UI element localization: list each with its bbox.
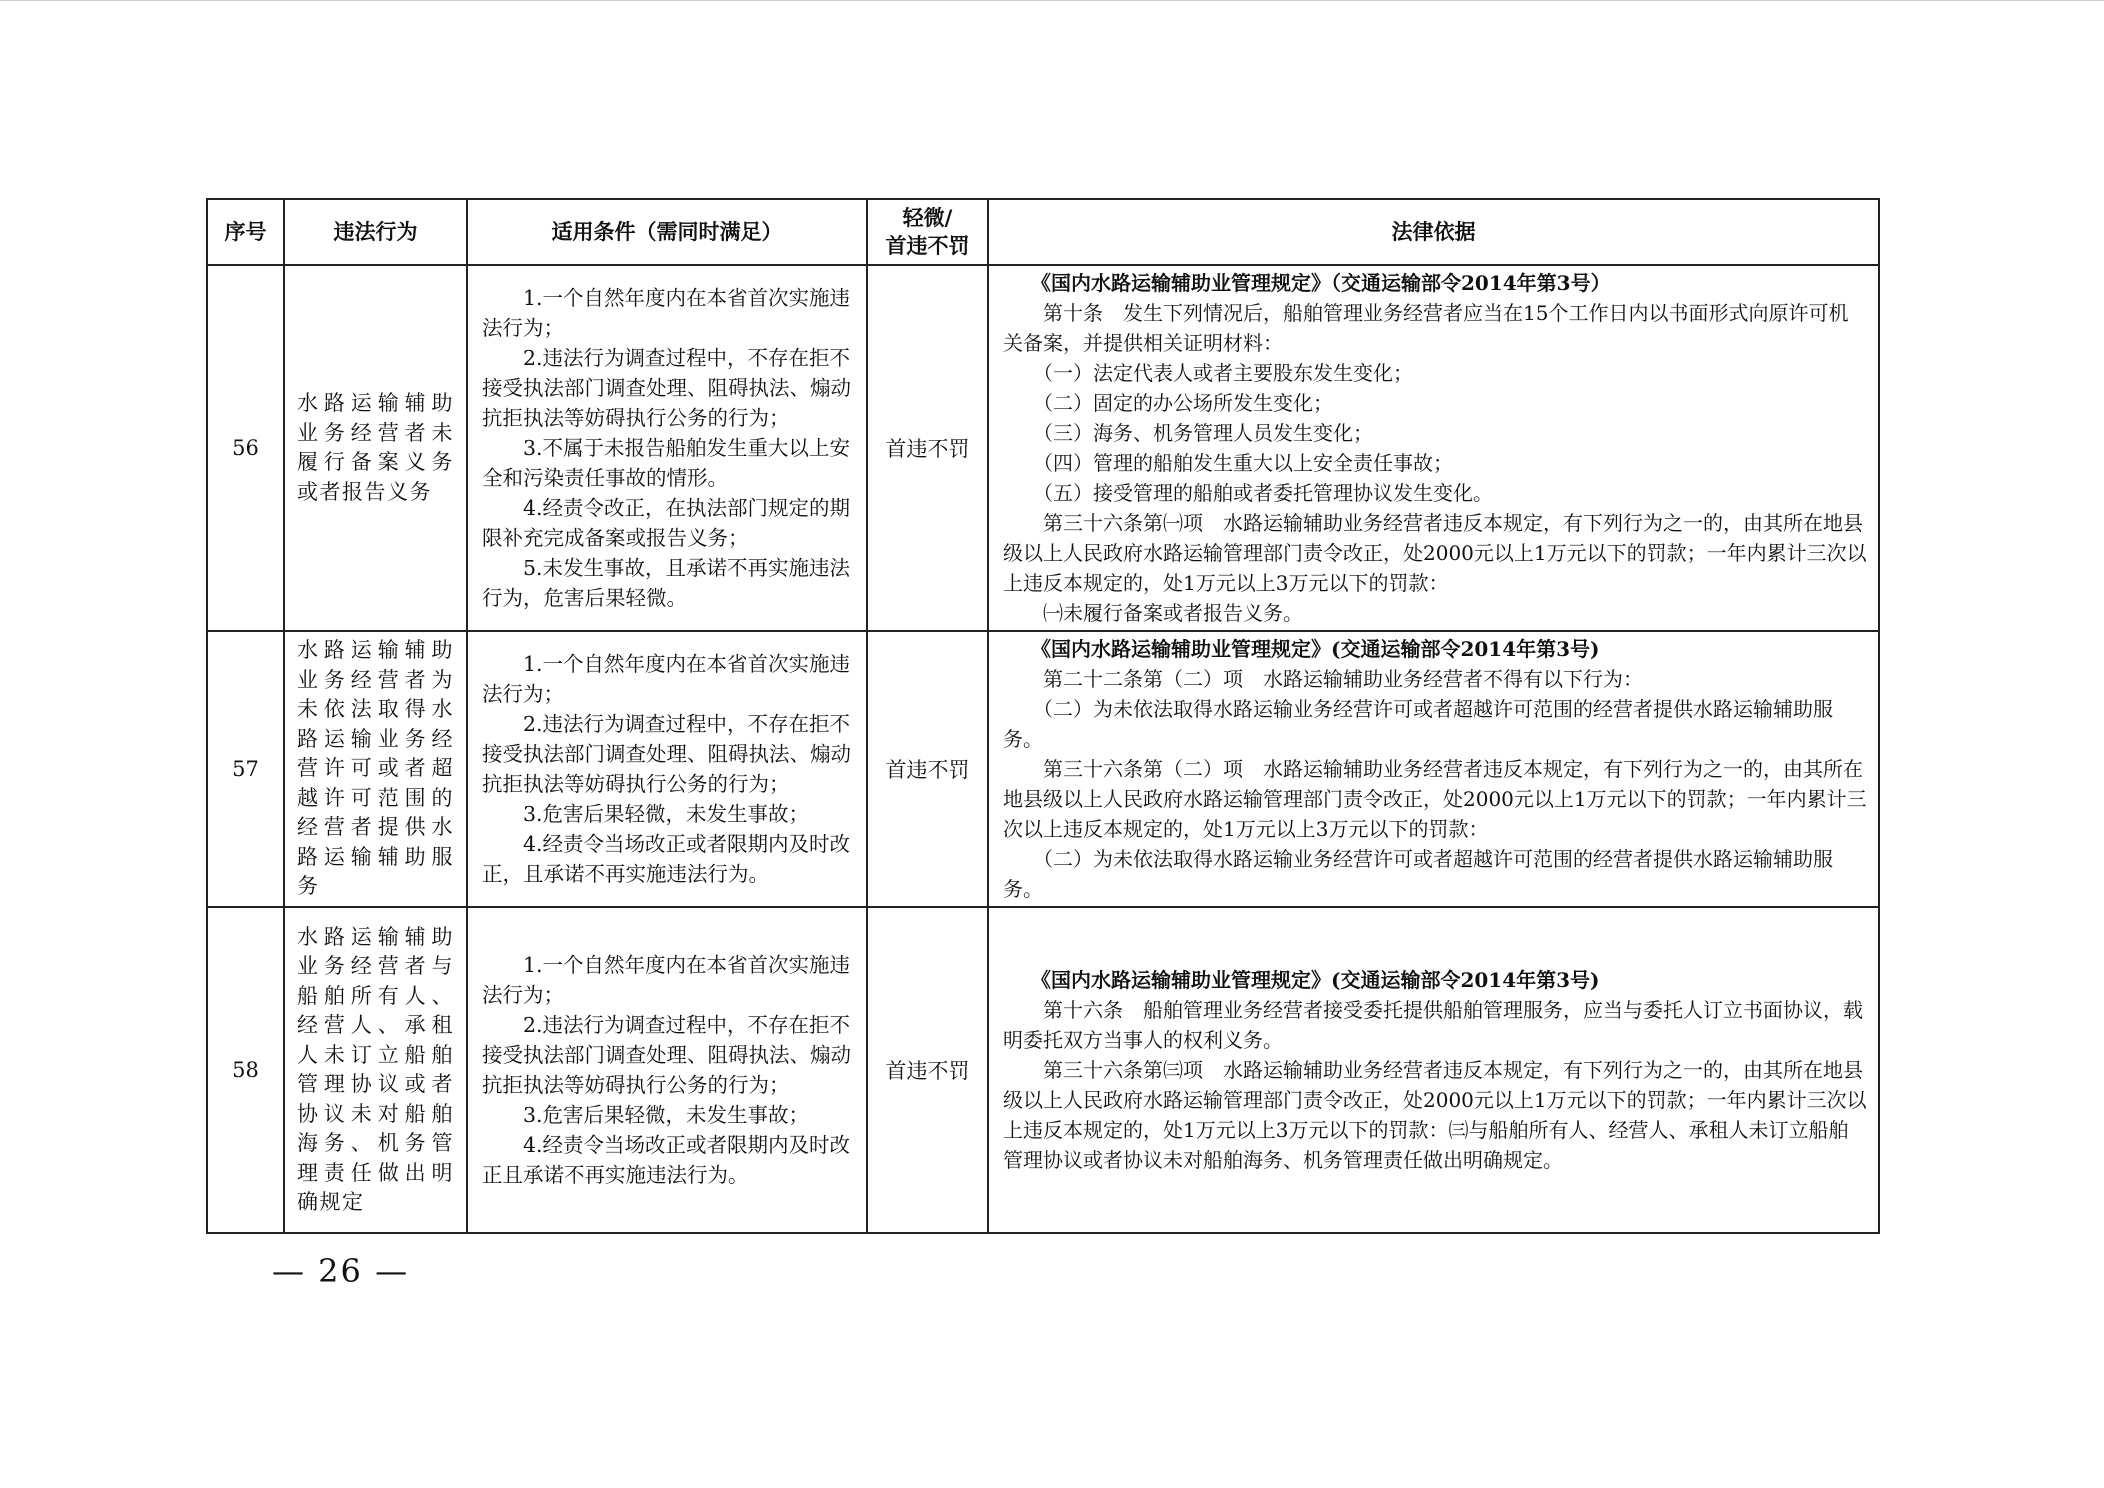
header-basis: 法律依据	[988, 199, 1879, 265]
row-legal-basis	[988, 631, 1879, 907]
condition-item: 2.违法行为调查过程中，不存在拒不接受执法部门调查处理、阻碍执法、煽动抗拒执法等妨碍执行公务的行为；	[482, 712, 851, 796]
row-conditions	[467, 265, 867, 631]
basis-line: 第十条 发生下列情况后，船舶管理业务经营者应当在15个工作日内以书面形式向原许可机关备案，并提供相关证明材料：	[1003, 301, 1849, 355]
condition-item: 2.违法行为调查过程中，不存在拒不接受执法部门调查处理、阻碍执法、煽动抗拒执法等妨碍执行公务的行为；	[482, 346, 851, 430]
row-conditions	[467, 631, 867, 907]
basis-line: 第三十六条第㈢项 水路运输辅助业务经营者违反本规定，有下列行为之一的，由其所在地县级以上人民政府水路运输管理部门责令改正，处2000元以上1万元以下的罚款；一年内累计三次以上违反本规定的，处1万元以上3万元以下的罚款：㈢与船舶所有人、经营人、承租人未订立船舶管理协议或者协议未对船舶海务、机务管理责任做出明确规定。	[1003, 1058, 1867, 1172]
table-row	[207, 631, 1879, 907]
row-seq: 57	[207, 631, 284, 907]
header-penalty-line2: 首违不罚	[885, 234, 970, 258]
basis-line: 第三十六条第（二）项 水路运输辅助业务经营者违反本规定，有下列行为之一的，由其所在地县级以上人民政府水路运输管理部门责令改正，处2000元以上1万元以下的罚款；一年内累计三次以上违反本规定的，处1万元以上3万元以下的罚款：	[1003, 757, 1867, 841]
basis-line: （一）法定代表人或者主要股东发生变化；	[1033, 361, 1413, 385]
condition-item: 2.违法行为调查过程中，不存在拒不接受执法部门调查处理、阻碍执法、煽动抗拒执法等妨碍执行公务的行为；	[482, 1013, 851, 1097]
basis-title: 《国内水路运输辅助业管理规定》(交通运输部令2014年第3号)	[1031, 637, 1600, 661]
condition-item: 4.经责令当场改正或者限期内及时改正且承诺不再实施违法行为。	[482, 1133, 851, 1187]
row-violation: 水路运输辅助业务经营者与船舶所有人、经营人、承租人未订立船舶管理协议或者协议未对船舶海务、机务管理责任做出明确规定	[284, 907, 467, 1233]
header-conditions: 适用条件（需同时满足）	[467, 199, 867, 265]
table-row	[207, 265, 1879, 631]
condition-item: 1.一个自然年度内在本省首次实施违法行为；	[482, 652, 851, 706]
basis-line: （五）接受管理的船舶或者委托管理协议发生变化。	[1033, 481, 1493, 505]
basis-line: （二）为未依法取得水路运输业务经营许可或者超越许可范围的经营者提供水路运输辅助服务。	[1003, 697, 1833, 751]
row-penalty: 首违不罚	[867, 907, 988, 1233]
header-penalty-line1: 轻微/	[902, 206, 953, 230]
row-penalty: 首违不罚	[867, 265, 988, 631]
condition-item: 5.未发生事故，且承诺不再实施违法行为，危害后果轻微。	[482, 556, 851, 610]
basis-line: （二）固定的办公场所发生变化；	[1033, 391, 1333, 415]
row-seq: 56	[207, 265, 284, 631]
basis-title: 《国内水路运输辅助业管理规定》（交通运输部令2014年第3号）	[1031, 271, 1611, 295]
penalty-exemption-table	[206, 198, 1880, 1234]
basis-line: （三）海务、机务管理人员发生变化；	[1033, 421, 1373, 445]
row-violation: 水路运输辅助业务经营者未履行备案义务或者报告义务	[284, 265, 467, 631]
condition-item: 1.一个自然年度内在本省首次实施违法行为；	[482, 286, 851, 340]
condition-item: 4.经责令改正，在执法部门规定的期限补充完成备案或报告义务；	[482, 496, 851, 550]
basis-line: （四）管理的船舶发生重大以上安全责任事故；	[1033, 451, 1453, 475]
basis-title: 《国内水路运输辅助业管理规定》(交通运输部令2014年第3号)	[1031, 968, 1600, 992]
basis-line: 第三十六条第㈠项 水路运输辅助业务经营者违反本规定，有下列行为之一的，由其所在地县级以上人民政府水路运输管理部门责令改正，处2000元以上1万元以下的罚款；一年内累计三次以上违反本规定的，处1万元以上3万元以下的罚款：	[1003, 511, 1867, 595]
condition-item: 3.危害后果轻微，未发生事故；	[523, 802, 810, 826]
row-violation: 水路运输辅助业务经营者为未依法取得水路运输业务经营许可或者超越许可范围的经营者提供水路运输辅助服务	[284, 631, 467, 907]
table-row	[207, 907, 1879, 1233]
row-penalty: 首违不罚	[867, 631, 988, 907]
row-legal-basis	[988, 907, 1879, 1233]
basis-line: （二）为未依法取得水路运输业务经营许可或者超越许可范围的经营者提供水路运输辅助服务。	[1003, 847, 1833, 901]
condition-item: 4.经责令当场改正或者限期内及时改正，且承诺不再实施违法行为。	[482, 832, 851, 886]
basis-line: ㈠未履行备案或者报告义务。	[1043, 601, 1303, 625]
row-legal-basis	[988, 265, 1879, 631]
header-violation: 违法行为	[284, 199, 467, 265]
header-penalty	[867, 199, 988, 265]
table-header-row	[207, 199, 1879, 265]
condition-item: 3.不属于未报告船舶发生重大以上安全和污染责任事故的情形。	[482, 436, 851, 490]
row-conditions	[467, 907, 867, 1233]
header-seq: 序号	[207, 199, 284, 265]
page-top-border	[0, 0, 2104, 1]
condition-item: 3.危害后果轻微，未发生事故；	[523, 1103, 810, 1127]
basis-line: 第二十二条第（二）项 水路运输辅助业务经营者不得有以下行为：	[1043, 667, 1643, 691]
page-number: — 26 —	[272, 1252, 410, 1290]
row-seq: 58	[207, 907, 284, 1233]
basis-line: 第十六条 船舶管理业务经营者接受委托提供船舶管理服务，应当与委托人订立书面协议，载明委托双方当事人的权利义务。	[1003, 998, 1863, 1052]
condition-item: 1.一个自然年度内在本省首次实施违法行为；	[482, 953, 851, 1007]
